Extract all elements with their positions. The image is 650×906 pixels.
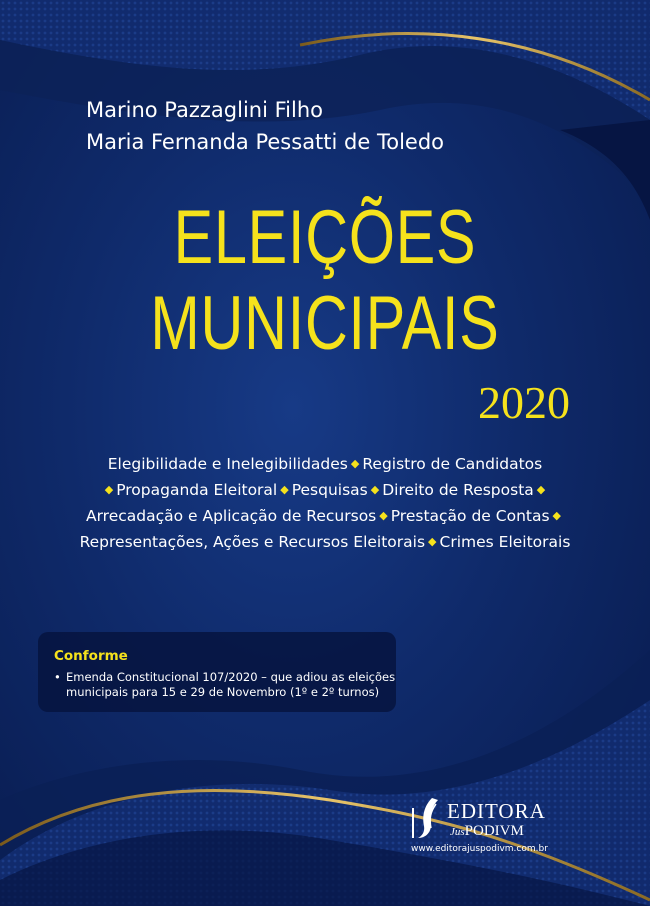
diamond-icon: ◆ [552, 509, 562, 522]
publisher-name: EDITORA [447, 799, 546, 823]
diamond-icon: ◆ [370, 483, 380, 496]
publisher-url: www.editorajuspodivm.com.br [411, 844, 548, 854]
topics-row-1 [0, 452, 650, 478]
topics-row-4 [0, 530, 650, 556]
diamond-icon: ◆ [428, 535, 437, 548]
diamond-icon: ◆ [104, 483, 114, 496]
year: 2020 [478, 377, 570, 428]
topic: Pesquisas [291, 481, 368, 499]
conforme-text: Emenda Constitucional 107/2020 – que adiou as eleições municipais para 15 e 29 de Novembro (1º e 2º turnos) [66, 670, 396, 699]
topic: Representações, Ações e Recursos Eleitorais [79, 533, 426, 551]
topic: Elegibilidade e Inelegibilidades [107, 455, 348, 473]
publisher-sub-name: PODIVM [464, 823, 524, 839]
conforme-box [38, 632, 396, 712]
publisher-subname [450, 823, 524, 840]
topic: Crimes Eleitorais [439, 533, 571, 551]
topic: Registro de Candidatos [362, 455, 543, 473]
author-1: Marino Pazzaglini Filho [86, 98, 323, 122]
title-line-1: ELEIÇÕES [173, 195, 477, 280]
topic: Direito de Resposta [382, 481, 534, 499]
conforme-heading: Conforme [54, 648, 128, 664]
bullet-icon: • [54, 670, 61, 684]
topics-row-3 [0, 504, 650, 530]
authors [86, 94, 444, 158]
diamond-icon: ◆ [379, 509, 388, 522]
publisher-sub-prefix: Jus [450, 826, 465, 838]
publisher-logo-icon [410, 796, 444, 840]
diamond-icon: ◆ [536, 483, 546, 496]
diamond-icon: ◆ [280, 483, 289, 496]
title-line-2: MUNICIPAIS [150, 281, 500, 366]
diamond-icon: ◆ [350, 457, 360, 470]
topic: Propaganda Eleitoral [116, 481, 278, 499]
topics-row-2 [0, 478, 650, 504]
topic: Arrecadação e Aplicação de Recursos [85, 507, 377, 525]
topics-list [0, 452, 650, 556]
topic: Prestação de Contas [390, 507, 550, 525]
author-2: Maria Fernanda Pessatti de Toledo [86, 130, 445, 154]
